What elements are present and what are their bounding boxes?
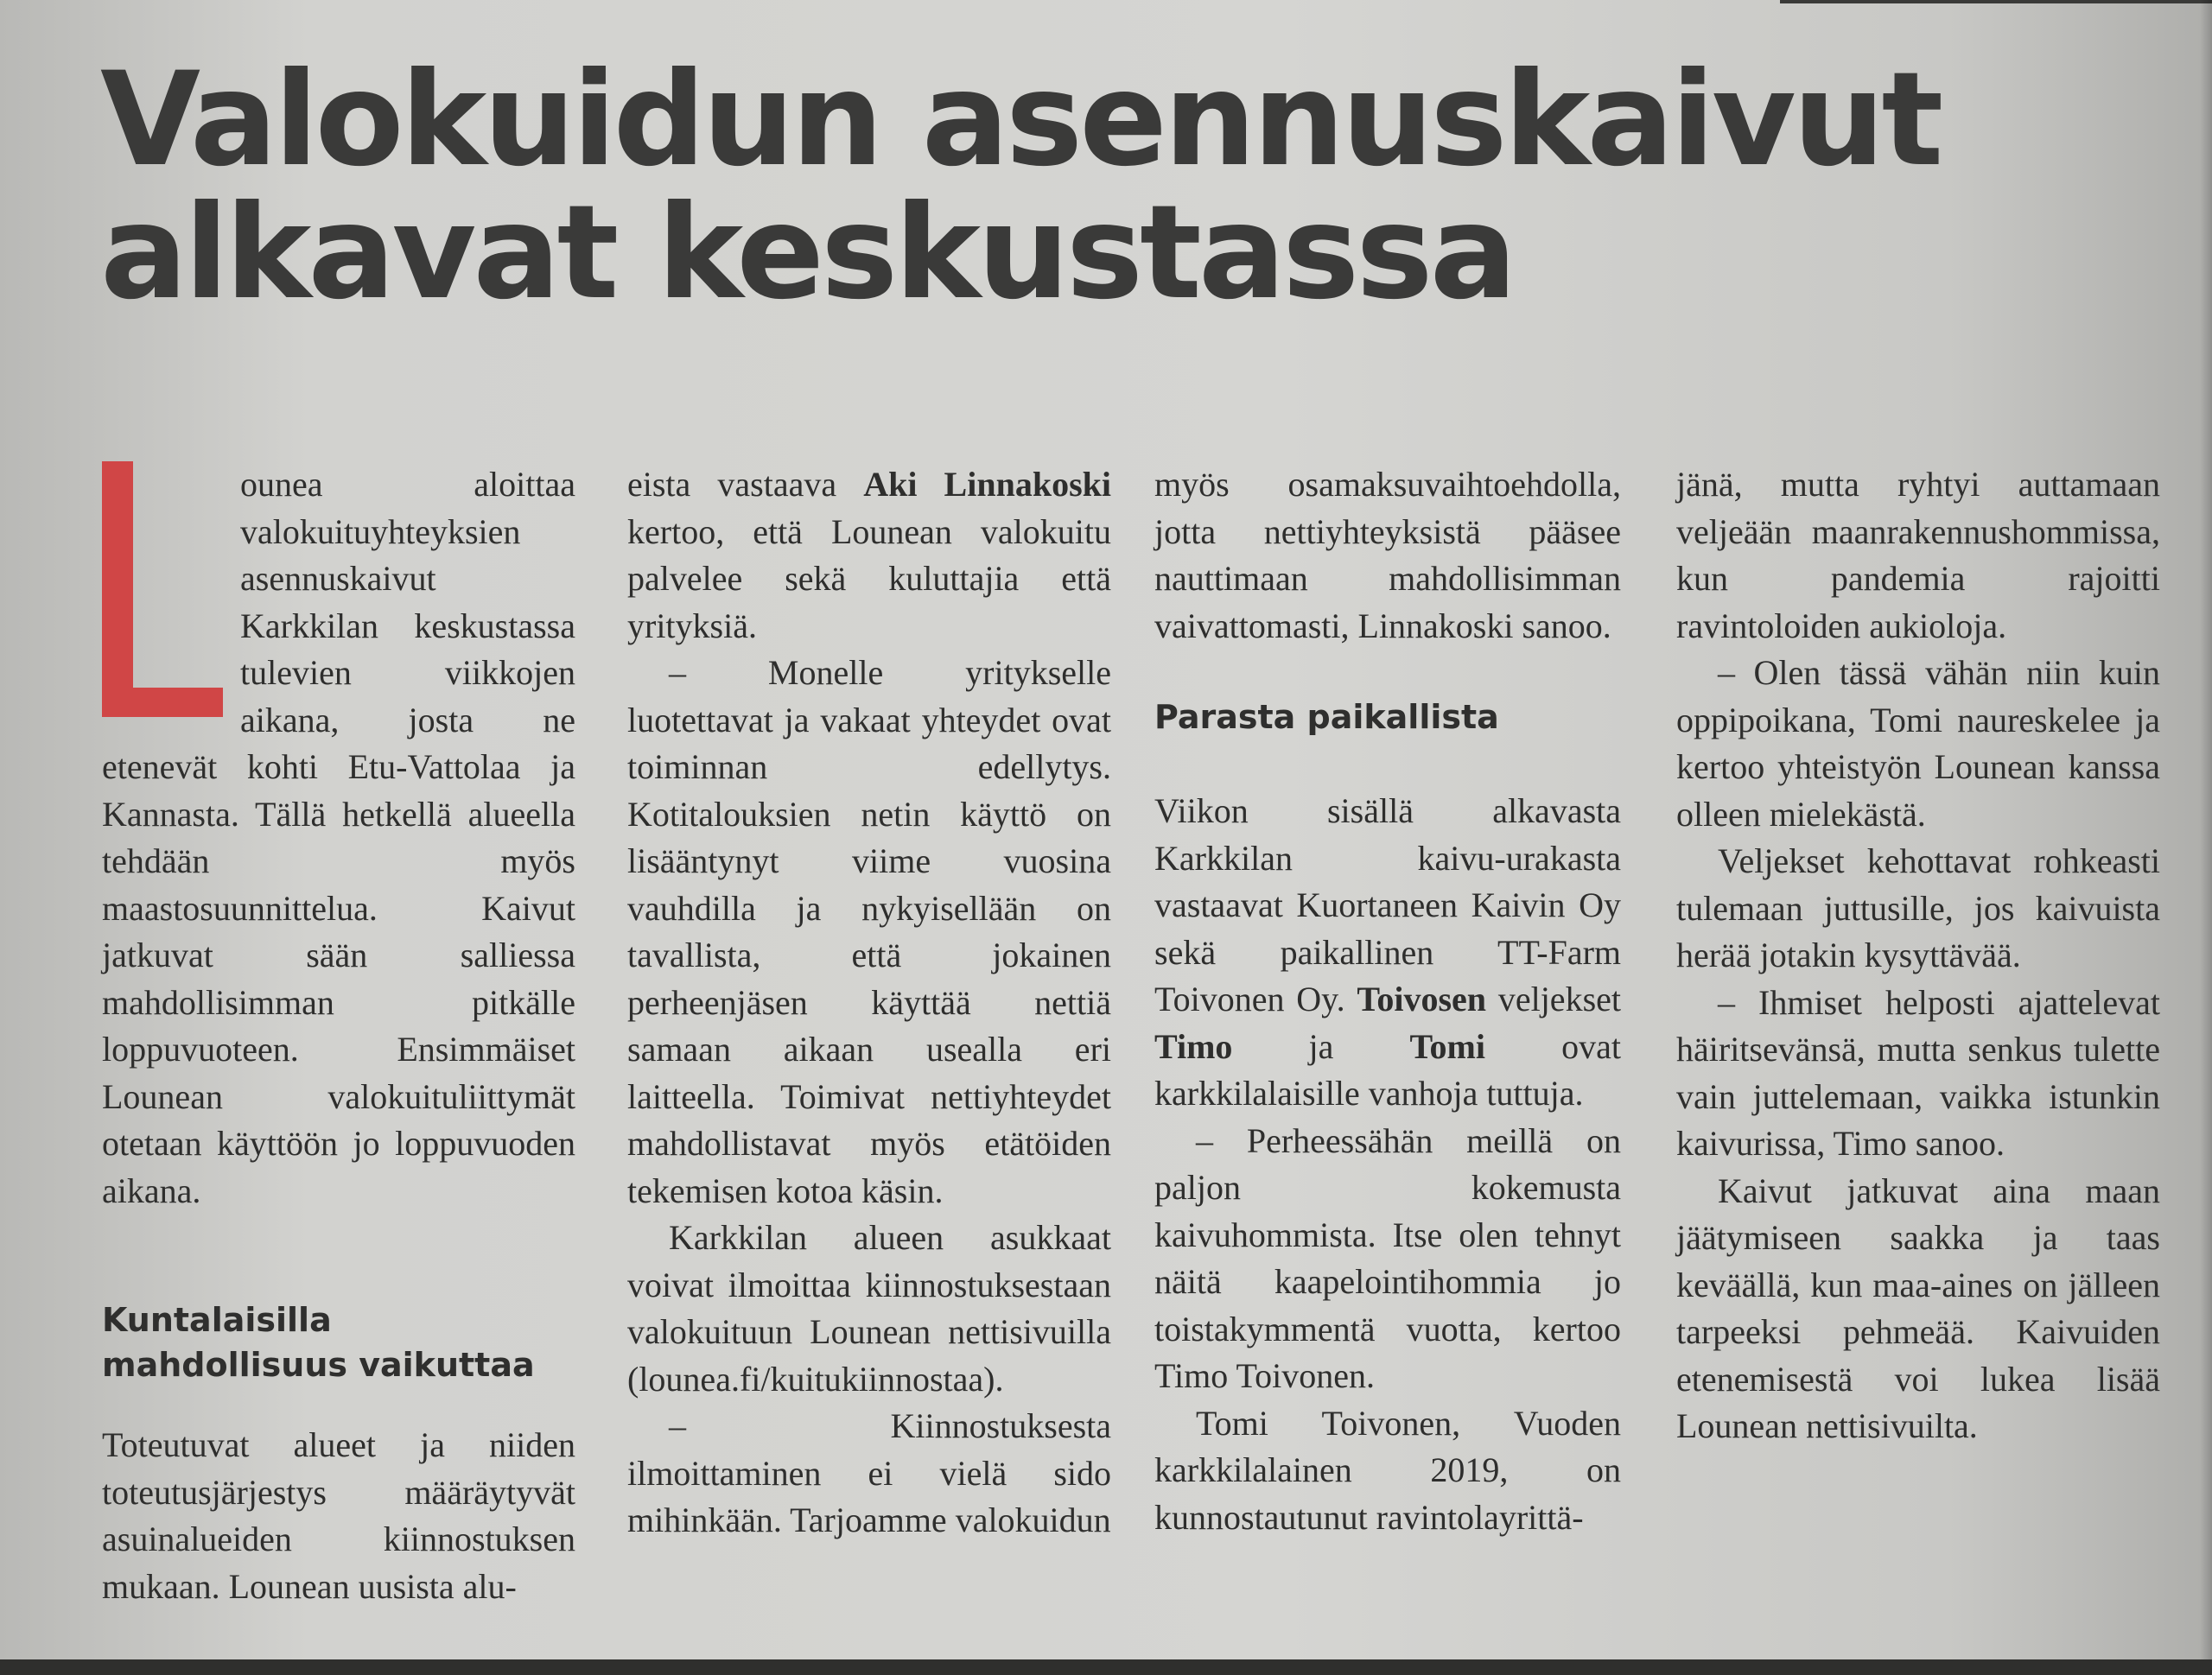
paragraph: – Olen tässä vähän niin kuin oppipoikana, Tomi naureskelee ja kertoo yhteistyön Lounean kanssa olleen mielekästä.: [1676, 653, 2160, 834]
article-column-3: [1154, 461, 1621, 1541]
headline-line-2: alkavat keskustassa: [100, 178, 1514, 328]
subheading: Parasta paikallista: [1154, 698, 1499, 736]
paragraph: – Ihmiset helposti ajattelevat häiritsevänsä, mutta senkus tulette vain juttelemaan, vaikka istunkin kaivurissa, Timo sanoo.: [1676, 982, 2160, 1163]
drop-cap: [102, 461, 233, 720]
article-column-1: [102, 461, 575, 1610]
paragraph: Toteutuvat alueet ja niiden toteutusjärjestys määräytyvät asuinalueiden kiinnostuksen mukaan. Lounean uusista alu-: [102, 1425, 575, 1606]
headline-line-1: Valokuidun asennuskaivut: [100, 45, 1941, 195]
page-right-edge: [2200, 0, 2212, 1675]
article-column-2: [627, 461, 1111, 1545]
page-bottom-edge: [0, 1659, 2212, 1675]
paragraph: Viikon sisällä alkavasta Karkkilan kaivu-urakasta vastaavat Kuortaneen Kaivin Oy sekä paikallinen TT-Farm Toivonen Oy. Toivosen veljekset Timo ja Tomi ovat karkkilalaisille vanhoja tuttuja.: [1154, 791, 1621, 1113]
top-rule: [1780, 0, 2212, 3]
paragraph: – Perheessähän meillä on paljon kokemusta kaivuhommista. Itse olen tehnyt näitä kaapelointihommia jo toistakymmentä vuotta, kertoo Timo Toivonen.: [1154, 1120, 1621, 1395]
paragraph: Tomi Toivonen, Vuoden karkkilalainen 2019, on kunnostautunut ravintolayrittä-: [1154, 1403, 1621, 1537]
article-headline: [100, 45, 2088, 328]
person-name: Aki Linnakoski: [863, 465, 1112, 504]
paragraph: Kaivut jatkuvat aina maan jäätymiseen saakka ja taas keväällä, kun maa-aines on jälleen tarpeeksi pehmeää. Kaivuiden etenemisestä voi lukea lisää Lounean nettisivuilta.: [1676, 1171, 2160, 1445]
person-name: Timo: [1154, 1026, 1233, 1066]
paragraph: myös osamaksuvaihtoehdolla, jotta nettiyhteyksistä pääsee nauttimaan mahdollisimman vaivattomasti, Linnakoski sanoo.: [1154, 465, 1621, 645]
article-column-4: [1676, 461, 2160, 1450]
paragraph: eista vastaava Aki Linnakoski kertoo, että Lounean valokuitu palvelee sekä kuluttajia että yrityksiä.: [627, 465, 1112, 645]
subheading: Kuntalaisilla mahdollisuus vaikuttaa: [102, 1301, 535, 1384]
paragraph: – Kiinnostuksesta ilmoittaminen ei vielä sido mihinkään. Tarjoamme valokuidun: [627, 1406, 1111, 1539]
paragraph: jänä, mutta ryhtyi auttamaan veljeään maanrakennushommissa, kun pandemia rajoitti ravintoloiden aukioloja.: [1676, 465, 2160, 645]
paragraph: Karkkilan alueen asukkaat voivat ilmoittaa kiinnostuksestaan valokuituun Lounean nettisivuilla (lounea.fi/kuitukiinnostaa).: [627, 1218, 1111, 1399]
paragraph: ounea aloittaa valokuituyhteyksien asennuskaivut Karkkilan keskustassa tulevien viikkojen aikana, josta ne etenevät kohti Etu-Vattolaa ja Kannasta. Tällä hetkellä alueella tehdään myös maastosuunnittelua. Kaivut jatkuvat sään salliessa mahdollisimman pitkälle loppuvuoteen. Ensimmäiset Lounean valokuituliittymät otetaan käyttöön jo loppuvuoden aikana.: [102, 465, 575, 1210]
person-name: Tomi: [1409, 1026, 1485, 1066]
paragraph: Veljekset kehottavat rohkeasti tulemaan juttusille, jos kaivuista herää jotakin kysyttävää.: [1676, 841, 2160, 974]
paragraph: – Monelle yritykselle luotettavat ja vakaat yhteydet ovat toiminnan edellytys. Kotitalouksien netin käyttö on lisääntynyt viime vuosina vauhdilla ja nykyisellään on tavallista, että jokainen perheenjäsen käyttää nettiä samaan aikaan usealla eri laitteella. Toimivat nettiyhteydet mahdollistavat myös etätöiden tekemisen kotoa käsin.: [627, 653, 1111, 1210]
person-name: Toivosen: [1357, 980, 1487, 1018]
